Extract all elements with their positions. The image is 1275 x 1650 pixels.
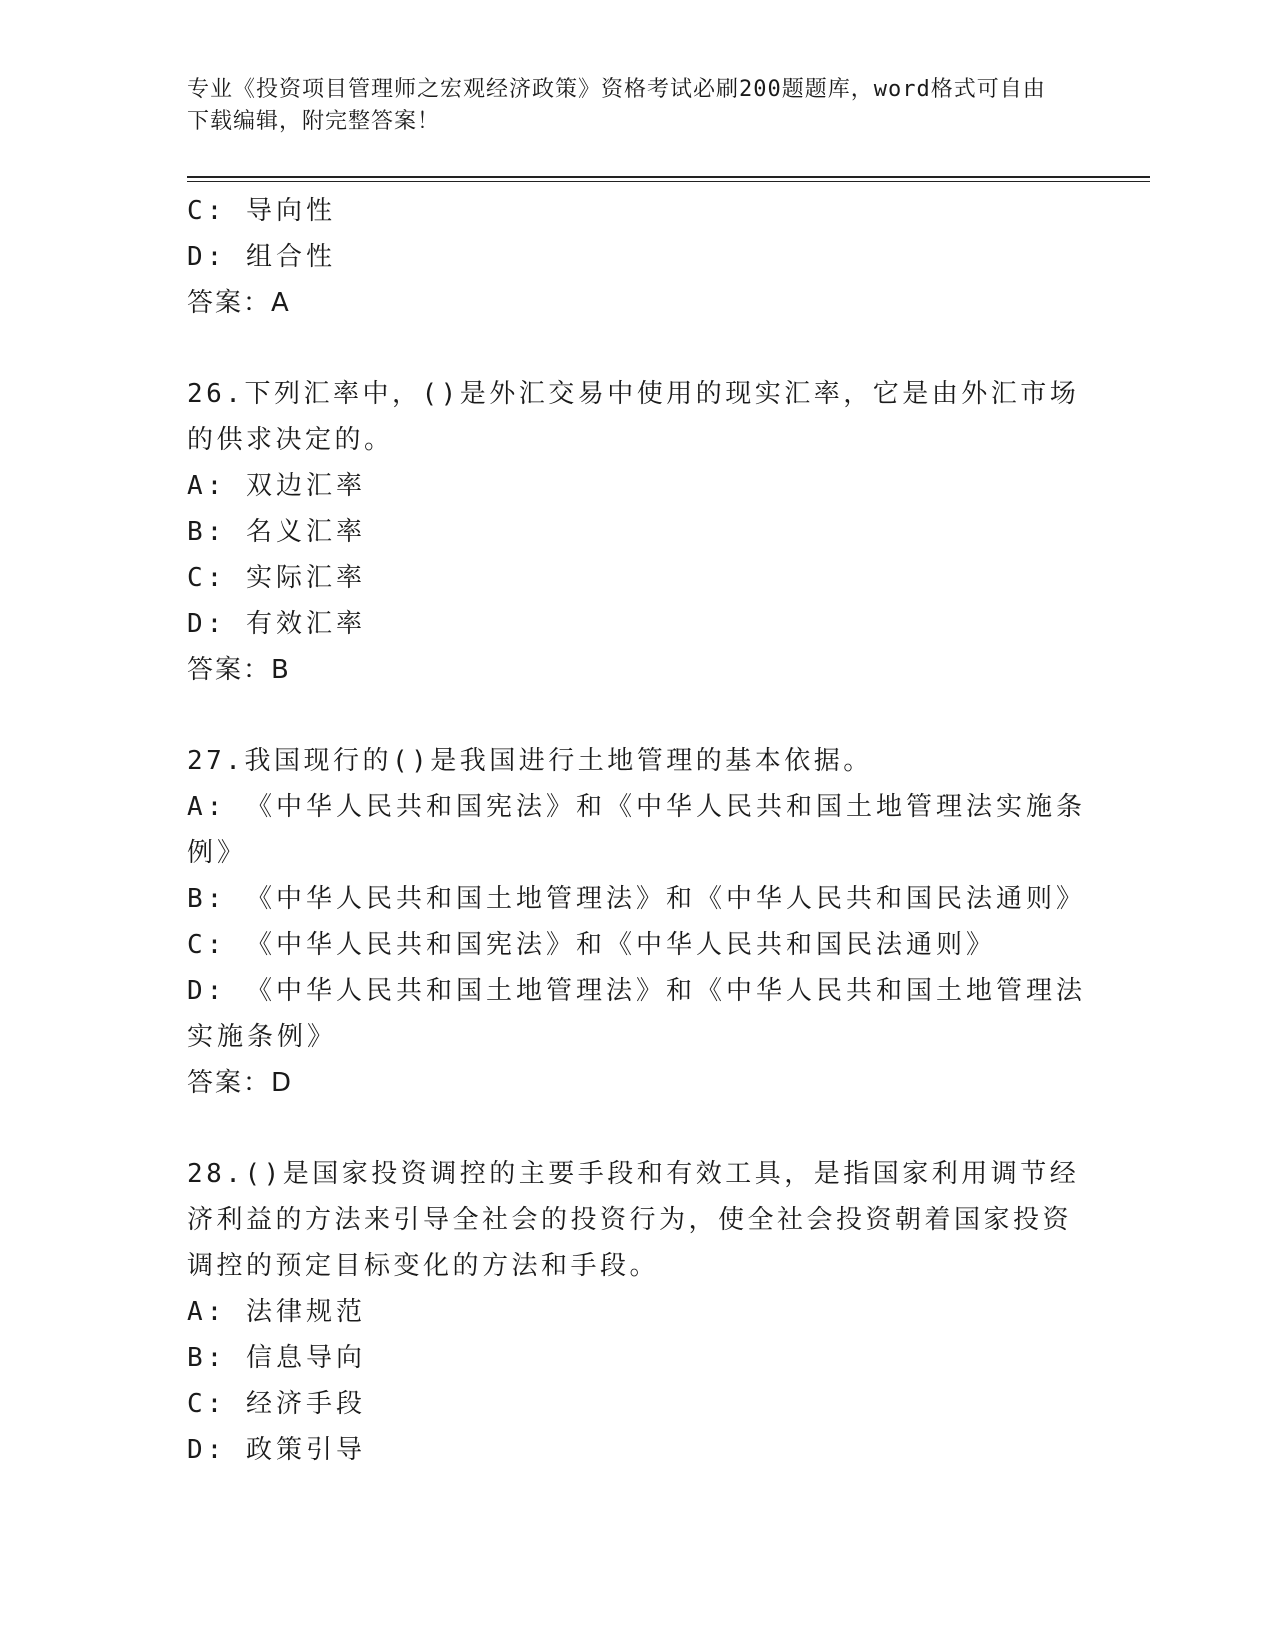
question-27 [187,738,1087,1106]
option-d: D: 有效汇率 [187,609,366,639]
option-a: A: 《中华人民共和国宪法》和《中华人民共和国土地管理法实施条例》 [187,792,1086,868]
option-c: C: 经济手段 [187,1389,366,1419]
option-b: B: 信息导向 [187,1343,366,1373]
question-list [187,188,1087,1473]
option-a: A: 法律规范 [187,1297,366,1327]
answer: 答案：A [187,288,291,318]
previous-question-tail [187,188,1087,326]
answer: 答案：B [187,655,291,685]
option-b: B: 《中华人民共和国土地管理法》和《中华人民共和国民法通则》 [187,884,1086,914]
option-d: D: 政策引导 [187,1435,366,1465]
header-divider-thin [187,181,1150,182]
header-divider [187,176,1150,178]
question-stem: 26.下列汇率中，()是外汇交易中使用的现实汇率，它是由外汇市场的供求决定的。 [187,379,1080,455]
answer: 答案：D [187,1068,294,1098]
document-header: 专业《投资项目管理师之宏观经济政策》资格考试必刷200题题库，word格式可自由下载编辑，附完整答案！ [187,77,1046,134]
option-a: A: 双边汇率 [187,471,366,501]
question-stem: 27.我国现行的()是我国进行土地管理的基本依据。 [187,746,873,776]
question-26 [187,371,1087,693]
option-d: D: 《中华人民共和国土地管理法》和《中华人民共和国土地管理法实施条例》 [187,976,1086,1052]
question-28 [187,1151,1087,1473]
option-c: C: 导向性 [187,196,336,226]
option-b: B: 名义汇率 [187,517,366,547]
option-c: C: 实际汇率 [187,563,366,593]
question-stem: 28.()是国家投资调控的主要手段和有效工具，是指国家利用调节经济利益的方法来引导全社会的投资行为，使全社会投资朝着国家投资调控的预定目标变化的方法和手段。 [187,1159,1080,1281]
option-c: C: 《中华人民共和国宪法》和《中华人民共和国民法通则》 [187,930,996,960]
option-d: D: 组合性 [187,242,336,272]
